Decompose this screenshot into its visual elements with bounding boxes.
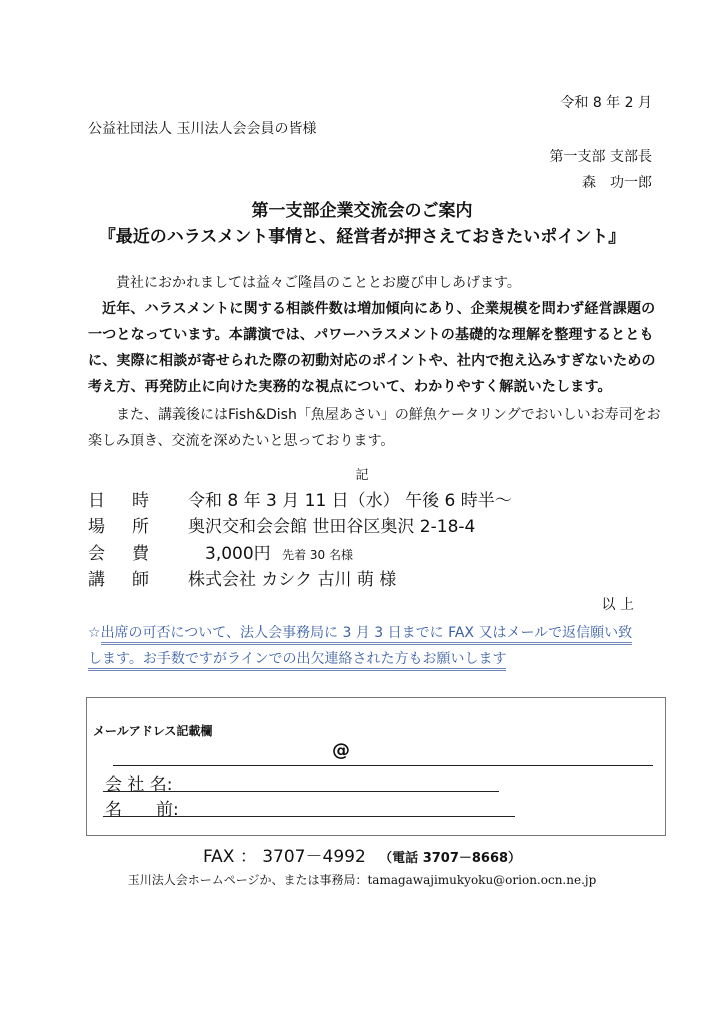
email-field[interactable]	[113, 765, 653, 766]
detail-key-1: 場	[88, 517, 105, 537]
notice-text-2: します。お手数ですがラインでの出欠連絡された方もお願いします	[88, 651, 506, 671]
document-title: 第一支部企業交流会のご案内	[251, 201, 473, 221]
fax-line	[0, 842, 724, 867]
notice-text-1: 出席の可否について、法人会事務局に 3 月 3 日までに FAX 又はメールで返信願い致	[101, 625, 633, 645]
document-subtitle: 『最近のハラスメント事情と、経営者が押さえておきたいポイント』	[98, 227, 626, 247]
company-name-label: 会 社 名:	[105, 775, 173, 795]
detail-key-2: 費	[132, 544, 149, 564]
addressee: 公益社団法人 玉川法人会会員の皆様	[88, 121, 317, 137]
fax-number: FAX ： 3707－4992	[202, 847, 366, 867]
detail-key-1: 会	[88, 544, 105, 564]
greeting-paragraph: 貴社におかれましては益々ご隆昌のこととお慶び申しあげます。	[116, 275, 521, 291]
fee-amount: 3,000円	[188, 544, 271, 564]
fee-note: 先着 30 名様	[282, 548, 353, 562]
detail-key-2: 所	[132, 517, 149, 537]
phone-number: （電話 3707－8668）	[379, 851, 522, 866]
detail-value	[188, 539, 353, 564]
closing-mark: 以 上	[601, 597, 634, 613]
detail-value: 令和 8 年 3 月 11 日（水） 午後 6 時半～	[188, 491, 512, 511]
company-name-field[interactable]	[103, 791, 499, 792]
at-sign: @	[332, 740, 350, 761]
detail-value: 奥沢交和会会館 世田谷区奥沢 2-18-4	[188, 517, 476, 537]
email-field-label: メールアドレス記載欄	[93, 724, 213, 738]
catering-paragraph: また、講義後にはFish&Dish「魚屋あさい」の鮮魚ケータリングでおいしいお寿司をお楽しみ頂き、交流を深めたいと思っております。	[88, 407, 661, 449]
sender-name: 森 功一郎	[582, 175, 652, 191]
star-icon: ☆	[88, 625, 101, 641]
reply-form-box	[86, 697, 666, 836]
footer-contact: 玉川法人会ホームページか、または事務局：tamagawajimukyoku@orion.ocn.ne.jp	[127, 873, 597, 887]
ki-marker: 記	[355, 468, 369, 483]
sender-title: 第一支部 支部長	[549, 149, 652, 165]
detail-key-1: 日	[88, 491, 105, 511]
main-paragraph: 近年、ハラスメントに関する相談件数は増加傾向にあり、企業規模を問わず経営課題の一つとなっています。本講演では、パワーハラスメントの基礎的な理解を整理するとともに、実際に相談が寄せられた際の初動対応のポイントや、社内で抱え込みすぎないための考え方、再発防止に向けた実務的な視点について、わかりやすく解説いたします。	[88, 301, 656, 395]
detail-value: 株式会社 カシク 古川 萌 様	[188, 570, 397, 590]
person-name-field[interactable]	[103, 816, 515, 817]
detail-key-1: 講	[88, 570, 105, 590]
person-name-label: 名 前:	[105, 800, 179, 820]
detail-key-2: 師	[132, 570, 149, 590]
notice-line-2	[88, 646, 506, 672]
detail-key-2: 時	[132, 491, 149, 511]
document-date: 令和 8 年 2 月	[560, 95, 652, 111]
notice-line-1	[88, 620, 632, 646]
